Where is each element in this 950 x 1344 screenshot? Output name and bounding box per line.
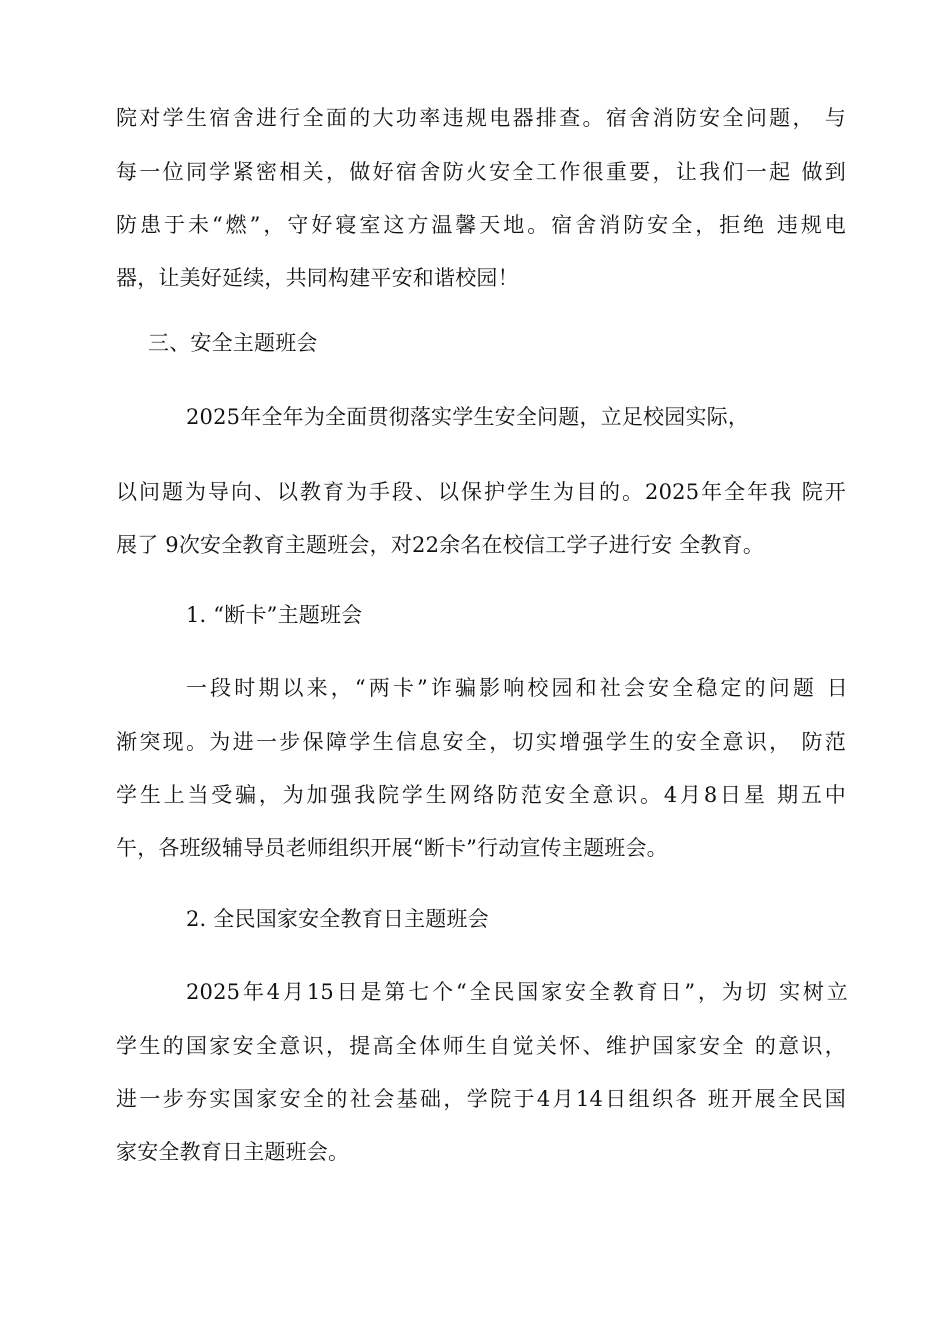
paragraph-line: 院对学生宿舍进行全面的大功率违规电器排查。宿舍消防安全问题， 与 (116, 106, 846, 130)
paragraph-line: 展了 9次安全教育主题班会，对22余名在校信工学子进行安 全教育。 (116, 533, 765, 557)
paragraph-line: 家安全教育日主题班会。 (116, 1140, 350, 1164)
paragraph-line: 2025年全年为全面贯彻落实学生安全问题，立足校园实际， (186, 405, 750, 429)
paragraph-line: 2025年4月15日是第七个“全民国家安全教育日”，为切 实树立 (186, 980, 848, 1004)
paragraph-line: 渐突现。为进一步保障学生信息安全，切实增强学生的安全意识， 防范 (116, 730, 846, 754)
section-heading: 三、安全主题班会 (148, 331, 318, 355)
paragraph-line: 器，让美好延续，共同构建平安和谐校园！ (116, 266, 519, 290)
paragraph-line: 午，各班级辅导员老师组织开展“断卡”行动宣传主题班会。 (116, 836, 668, 860)
paragraph-line: 每一位同学紧密相关，做好宿舍防火安全工作很重要，让我们一起 做到 (116, 160, 846, 184)
subsection-heading: 1. “断卡”主题班会 (186, 603, 363, 627)
subsection-heading: 2. 全民国家安全教育日主题班会 (186, 907, 489, 931)
paragraph-line: 一段时期以来，“两卡”诈骗影响校园和社会安全稳定的问题 日 (186, 676, 848, 700)
paragraph-line: 学生的国家安全意识，提高全体师生自觉关怀、维护国家安全 的意识， (116, 1034, 846, 1058)
paragraph-line: 以问题为导向、以教育为手段、以保护学生为目的。2025年全年我 院开 (116, 480, 846, 504)
paragraph-line: 进一步夯实国家安全的社会基础，学院于4月14日组织各 班开展全民国 (116, 1087, 846, 1111)
paragraph-line: 学生上当受骗，为加强我院学生网络防范安全意识。4月8日星 期五中 (116, 783, 846, 807)
paragraph-line: 防患于未“燃”，守好寝室这方温馨天地。宿舍消防安全，拒绝 违规电 (116, 213, 846, 237)
